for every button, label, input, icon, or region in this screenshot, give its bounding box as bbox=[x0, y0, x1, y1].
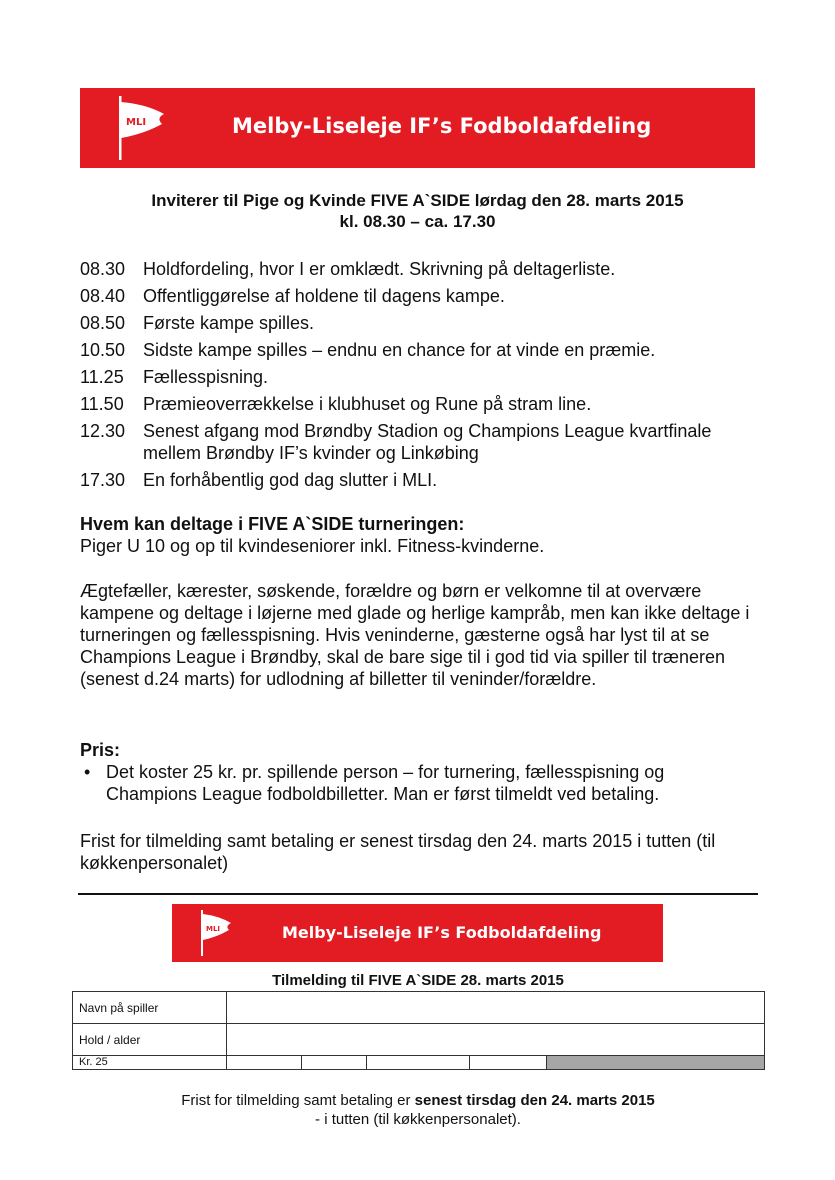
schedule-item bbox=[80, 469, 770, 491]
schedule-list bbox=[80, 258, 770, 496]
schedule-text: Præmieoverrækkelse i klubhuset og Rune på stram line. bbox=[143, 394, 592, 414]
price-text: Det koster 25 kr. pr. spillende person – for turnering, fællesspisning og Champions League fodboldbilletter. Man er først tilmeldt ved betaling. bbox=[106, 762, 665, 804]
schedule-item bbox=[80, 258, 770, 280]
schedule-time: 10.50 bbox=[80, 340, 126, 360]
price-bullet bbox=[80, 761, 770, 805]
price-section bbox=[80, 739, 770, 805]
bullet-icon: • bbox=[84, 762, 91, 782]
schedule-time: 12.30 bbox=[80, 421, 126, 441]
registration-table bbox=[72, 991, 765, 1070]
team-age-label: Hold / alder bbox=[73, 1024, 227, 1056]
name-label: Navn på spiller bbox=[73, 992, 227, 1024]
schedule-time: 17.30 bbox=[80, 470, 126, 490]
who-text: Piger U 10 og op til kvindeseniorer inkl. Fitness-kvinderne. bbox=[80, 536, 545, 556]
who-heading: Hvem kan deltage i FIVE A`SIDE turneringen: bbox=[80, 514, 465, 534]
footer-text: Frist for tilmelding samt betaling er bbox=[181, 1092, 415, 1109]
svg-text:MLI: MLI bbox=[206, 925, 221, 933]
schedule-item bbox=[80, 312, 770, 334]
schedule-text: Sidste kampe spilles – endnu en chance for at vinde en præmie. bbox=[143, 340, 656, 360]
schedule-item bbox=[80, 366, 770, 388]
footer-date: senest tirsdag den 24. marts 2015 bbox=[414, 1092, 655, 1109]
invitation-time: kl. 08.30 – ca. 17.30 bbox=[339, 212, 496, 231]
footer-location: - i tutten (til køkkenpersonalet). bbox=[315, 1111, 521, 1128]
schedule-item bbox=[80, 285, 770, 307]
cut-line-divider bbox=[78, 893, 758, 895]
schedule-item bbox=[80, 339, 770, 361]
table-row bbox=[73, 1056, 765, 1070]
name-field[interactable] bbox=[227, 992, 765, 1024]
banner-title: Melby-Liseleje IF’s Fodboldafdeling bbox=[282, 923, 602, 942]
schedule-time: 08.50 bbox=[80, 313, 126, 333]
amount-label: Kr. 25 bbox=[73, 1056, 227, 1070]
table-row bbox=[73, 1024, 765, 1056]
club-banner bbox=[80, 88, 755, 168]
footer-deadline bbox=[72, 1091, 764, 1110]
club-banner-small bbox=[172, 904, 663, 962]
schedule-text: Fællesspisning. bbox=[143, 367, 269, 387]
schedule-text: Offentliggørelse af holdene til dagens kampe. bbox=[143, 286, 505, 306]
pennant-flag-icon bbox=[199, 909, 233, 957]
deadline-paragraph: Frist for tilmelding samt betaling er senest tirsdag den 24. marts 2015 i tutten (til køkkenpersonalet) bbox=[80, 831, 716, 873]
form-title: Tilmelding til FIVE A`SIDE 28. marts 2015 bbox=[272, 972, 564, 989]
banner-title: Melby-Liseleje IF’s Fodboldafdeling bbox=[232, 114, 652, 138]
schedule-time: 11.25 bbox=[80, 367, 124, 387]
schedule-time: 08.30 bbox=[80, 259, 126, 279]
grey-cell bbox=[547, 1056, 765, 1070]
amount-cell[interactable] bbox=[302, 1056, 367, 1070]
schedule-text: Første kampe spilles. bbox=[143, 313, 315, 333]
schedule-time: 11.50 bbox=[80, 394, 124, 414]
schedule-item bbox=[80, 393, 770, 415]
amount-cell[interactable] bbox=[227, 1056, 302, 1070]
amount-cell[interactable] bbox=[470, 1056, 547, 1070]
schedule-time: 08.40 bbox=[80, 286, 126, 306]
team-age-field[interactable] bbox=[227, 1024, 765, 1056]
pennant-flag-icon bbox=[116, 94, 168, 162]
svg-text:MLI: MLI bbox=[126, 117, 147, 128]
schedule-text: En forhåbentlig god dag slutter i MLI. bbox=[143, 470, 438, 490]
amount-cell[interactable] bbox=[367, 1056, 470, 1070]
schedule-text: Holdfordeling, hvor I er omklædt. Skrivning på deltagerliste. bbox=[143, 259, 616, 279]
invitation-heading: Inviterer til Pige og Kvinde FIVE A`SIDE lørdag den 28. marts 2015 bbox=[151, 191, 684, 210]
guests-paragraph: Ægtefæller, kærester, søskende, forældre og børn er velkomne til at overvære kampene og deltage i løjerne med glade og herlige kampråb, men kan ikke deltage i turneringen og fællesspisning. Hvis veninderne, gæsterne også har lyst til at se Champions League i Brøndby, skal de bare sige til i god tid via spiller til træneren (senest d.24 marts) for udlodning af billetter til veninder/forældre. bbox=[80, 581, 750, 689]
schedule-text: Senest afgang mod Brøndby Stadion og Champions League kvartfinale mellem Brøndby IF’s kvinder og Linkøbing bbox=[143, 421, 712, 463]
schedule-item bbox=[80, 420, 770, 464]
who-section bbox=[80, 513, 770, 557]
table-row bbox=[73, 992, 765, 1024]
price-heading: Pris: bbox=[80, 740, 121, 760]
